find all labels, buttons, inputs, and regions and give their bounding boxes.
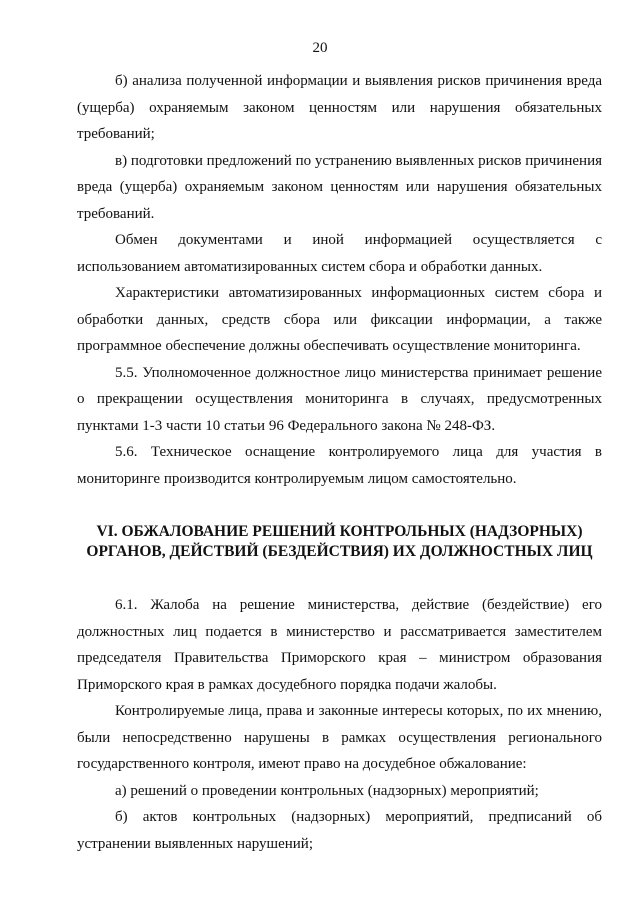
- paragraph-exchange: Обмен документами и иной информацией осуществляется с использованием автоматизированных систем сбора и обработки данных.: [77, 232, 602, 275]
- paragraph-6-1: 6.1. Жалоба на решение министерства, действие (бездействие) его должностных лиц подается в министерство и рассматривается заместителем председателя Правительства Приморского края – министром образования Приморского края в рамках досудебного порядка подачи жалобы.: [77, 597, 602, 693]
- paragraph-b-acts: б) актов контрольных (надзорных) мероприятий, предписаний об устранении выявленных нарушений;: [77, 809, 602, 852]
- page-number: 20: [312, 40, 328, 56]
- paragraph-v: в) подготовки предложений по устранению выявленных рисков причинения вреда (ущерба) охраняемым законом ценностям или нарушения обязательных требований.: [77, 152, 602, 222]
- paragraph-characteristics: Характеристики автоматизированных информационных систем сбора и обработки данных, средств сбора или фиксации информации, а также программное обеспечение должны обеспечивать осуществление мониторинга.: [77, 285, 602, 354]
- paragraph-5-6: 5.6. Техническое оснащение контролируемого лица для участия в мониторинге производится контролируемым лицом самостоятельно.: [77, 444, 602, 487]
- paragraph-b: б) анализа полученной информации и выявления рисков причинения вреда (ущерба) охраняемым законом ценностям или нарушения обязательных требований;: [77, 73, 602, 142]
- paragraph-5-5: 5.5. Уполномоченное должностное лицо министерства принимает решение о прекращении осуществления мониторинга в случаях, предусмотренных пунктами 1-3 части 10 статьи 96 Федерального закона № 248-ФЗ.: [77, 364, 602, 434]
- paragraph-controlled-persons: Контролируемые лица, права и законные интересы которых, по их мнению, были непосредственно нарушены в рамках осуществления регионального государственного контроля, имеют право на досудебное обжалование:: [77, 703, 602, 772]
- section-title: VI. ОБЖАЛОВАНИЕ РЕШЕНИЙ КОНТРОЛЬНЫХ (НАДЗОРНЫХ) ОРГАНОВ, ДЕЙСТВИЙ (БЕЗДЕЙСТВИЯ) ИХ ДОЛЖНОСТНЫХ ЛИЦ: [86, 523, 593, 560]
- document-body: [77, 68, 602, 857]
- paragraph-a: а) решений о проведении контрольных (надзорных) мероприятий;: [115, 782, 539, 799]
